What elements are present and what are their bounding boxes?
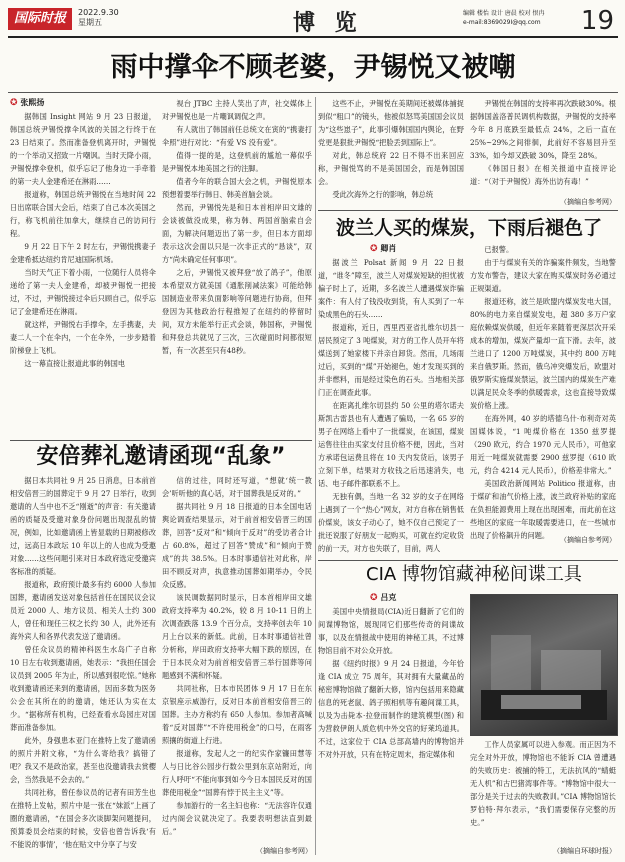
paragraph: 参加游行的一名主妇也称：“无法容许仅通过内阁会议就决定了。我要表明想法直到最后。” — [162, 801, 312, 836]
paragraph: 报道称，发起人之一的纪实作家镰田慧等人与日比谷公园步行数公里到东京站附近，向行人呼吁“不能向事到如今今日本国民反对的国葬使用税金”“国葬有悖于民主主义”等。 — [162, 749, 312, 797]
paragraph: 报道称，政府预计最多有约 6000 人参加国葬，邀请函发送对象包括首任在国民议会议员近 2000 人、地方议员、相关人士约 300 人，曾任和现任三权之长约 30 人，此外还有海外宾人和各界代表发送了邀请函。 — [10, 580, 156, 641]
article4-credit: （摘编自环球时报） — [553, 847, 616, 855]
paragraph: 视台 JTBC 主持人笑出了声，社交媒体上对尹锡悦也是一片嘲讽调侃之声。 — [162, 99, 312, 121]
article1-column-3 — [318, 97, 464, 207]
paragraph: 这些不止，尹锡悦在美期间还被媒体捕捉到似“粗口”的镜头，他被似怒骂美国国会议员为“这些崽子”，此事引爆韩国国内舆论，在野党更是狠批尹锡悦“把脸丢到国际上”。 — [318, 99, 464, 147]
photo-illustration — [471, 595, 617, 735]
article4-byline — [370, 592, 396, 603]
paragraph: 工作人员家属可以进入参观。而正因为不完全对外开放，博物馆也不能诉 CIA 曾遭遇的失败历史：被捕的特工，无法抗风的“蜻蜓无人机”和古巴猪湾事件等。“博物馆中很大一部分是关于过去的失败教训。”CIA 博物馆馆长罗伯特·拜尔表示，“我们需要保存完整的历史。” — [470, 740, 616, 827]
article2-headline: 波兰人买的煤炭，下雨后褪色了 — [336, 217, 603, 239]
article3-top-rule — [10, 440, 312, 441]
paragraph: 值得一提的是，这登机前的尴尬一幕似乎是尹锡悦本地美国之行的注脚。 — [162, 151, 312, 173]
paragraph: 美国中央情报局(CIA)近日翻新了它们的间谍博物馆，展现同它们那些传奇的间谍故事，以及在情报战中使用的神秘工具，不过博物馆目前不对公众开放。 — [318, 607, 464, 655]
article1-column-2 — [162, 97, 312, 438]
paragraph: 据波兰 Polsat 新闻 9 月 22 日报道，“谁冬”障至，波兰人对煤炭短缺的担忧被偏子时上了，近期，多名波兰人遭遇煤炭诈骗案件：有人付了钱没收到货，有人买到了一车染成黑色的石头…… — [318, 258, 464, 319]
paragraph: 9 月 22 日下午 2 时左右，尹锡悦携妻子金建希抵达纽约肯尼迪国际机场。 — [10, 242, 156, 264]
paragraph: 就这样，尹锡悦右手撑伞，左手携妻，夫妻二人一个在伞内，一个在伞外，一步步踏着阶梯登上飞机。 — [10, 320, 156, 355]
article1-credit: （摘编自参考网） — [560, 198, 616, 206]
paragraph: 已报警。 — [484, 245, 514, 254]
paragraph: 这一幕直接让报道此事的韩国电 — [24, 359, 126, 368]
paragraph: 尹锡悦在韩国的支持率再次跌破30%。根据韩国盖洛普民调机构数据，尹锡悦的支持率今年 8 月底跌至最低点 24%，之后一直在 25%~29%之间徘徊，此前好不容易回升至 33%，如今却又跌破 30%，降至 28%。 — [470, 99, 616, 160]
article2-byline — [370, 243, 396, 254]
article2-credit: （摘编自参考网） — [560, 536, 616, 544]
paragraph: 美国政治新闻网站 Politico 报道称，由于煤矿和油气价格上涨，波兰政府补贴的家庭在负担能源费用上现在出现困难，而此前在这些地区的家庭一年取暖需要进口，在一些城市出现了价格飙升的问题。 — [470, 479, 616, 540]
paragraph: 在距离扎维尔切县约 50 公里的塔尔诺夫斯凯古雷县也有人遭遇了骗局，一名 65 岁的男子在网络上看中了一批煤炭，在该国，煤炭运售往往由买家支付且价格不便，因此，当对方承诺包运费且将在 10 天内发货后，该男子立刻下单，结果对方收钱之后迅速消失，电话、电子邮件都联系不上。 — [318, 401, 464, 488]
article3-credit: （摘编自参考网） — [256, 847, 312, 855]
paragraph: 受此次海外之行的影响，韩总统 — [332, 190, 434, 199]
paragraph: 然而，尹锡悦先是和日本首相岸田文雄的会谈被做没成果，称为韩、两国首脑索自会面，为解决问题迈出了第一步，但日本方面却表示这次会面以只是一次非正式的“恳谈”，双方“尚未确定任何事项”。 — [162, 203, 312, 264]
paragraph: 据日本共同社 9 月 25 日消息，日本前首相安倍晋三的国葬定于 9 月 27 日举行，收到邀请的人当中也不乏“刚逝”的声音：有关邀请函的质疑及受邀对象身份问题出现混乱的情况，例如，比如邀请函上皆显载的日期被修改过，远高日本政坛 10 年以上的人也成为受邀对象……这些问题引来对日本政府选定受邀宾客标准的质疑。 — [10, 476, 156, 576]
paragraph: 曾任众议员的精神科医生水岛广子自称 10 日左右收到邀请函，她表示：“我担任国会议员到 2005 年为止，所以感到很吃惊。”她称收到邀请函还来到的邀请函，因而多数为医务公会在其所在的的邀请，她还认为实在太少。“据称所有机构，已经查看水岛园庄对国葬而准备参加。 — [10, 645, 156, 732]
byline-author: 吕克 — [380, 593, 397, 602]
paragraph: 当时天气正下着小雨，一位随行人员将伞递给了第一夫人金建希，却被尹锡悦一把接过，不过，尹锡悦接过伞后只顾自己，似乎忘记了金建希还在淋雨。 — [10, 268, 156, 316]
paragraph: 之后，尹锡悦又被拜登“放了鸽子”，他原本希望双方就美国《通胀削减法案》可能给韩国制造业带来负面影响等问题进行协商，但拜登因为其他政治行程推短了在纽约的停留时间，双方未能举行正式会谈，韩国称，尹锡悦和拜登总共就见了三次，三次碰面时间都很短暂，有一次甚至只有48秒。 — [162, 268, 312, 355]
headline-rule — [8, 92, 618, 93]
paragraph: 在海外网，40 岁的塔德乌什·布利奇对英国媒体说，“1 吨煤价格在 1350 兹罗提（290 欧元，约合 1970 元人民币），可他家用近一吨煤炭就需要 2900 兹罗提（610 欧元，约合 4214 元人民币），价格差非常大。” — [470, 414, 616, 475]
article4-top-rule — [318, 560, 618, 561]
page-number: 19 — [580, 6, 614, 36]
date-text: 2022.9.30 — [78, 8, 119, 17]
star-icon: ✪ — [10, 98, 18, 108]
article3-headline: 安倍葬礼邀请函现“乱象” — [36, 444, 286, 469]
article1-column-4 — [470, 97, 616, 197]
paragraph: 无独有偶，当地一名 32 岁的女子在网络上遇到了一个“热心”网友，对方自称在销售低价煤炭，该女子动心了，她不仅自己预定了一批还说服了好朋友一起购买，可就在约定收货的前一天，对方也失联了，目前，两人 — [318, 492, 464, 553]
editors-line: 编辑 楼怡 设计 唐晨 校对 恨冉 — [463, 10, 545, 17]
column-divider — [315, 97, 316, 855]
weekday-text: 星期五 — [78, 18, 102, 27]
article2-top-rule — [318, 210, 618, 211]
star-icon: ✪ — [370, 244, 378, 254]
paragraph: 此外，身强患本亚门在推特上发了邀请函的照片并附文称，“为什么寄给我？搞错了吧？我又不是政治家，甚至也没邀请我去赏樱会，当然我是不会去的。” — [10, 736, 156, 784]
paragraph: 该民调数据同时显示，日本首相岸田文雄政府支持率为 40.2%，较 8 月 10-11 日的上次调查跌落 13.9 个百分点，支持率创去年 10 月上台以来的新低。此前，日本时事通信社曾分析称，岸田政府支持率大幅下跌的原因，在于日本民众对为前首相安倍晋三举行国葬等问题感到不满和怀疑。 — [162, 593, 312, 680]
article3-column-2 — [162, 474, 312, 844]
article3-column-1 — [10, 474, 156, 856]
paragraph: 共同社称，日本市民团体 9 月 17 日在东京银座示威游行，反对日本前首相安倍晋三的国葬。主办方称约有 650 人参加。参加者高喊着“反对国葬”“不许使用税金”的口号，在雨客照攘的街道上行进。 — [162, 684, 312, 745]
article4-column-2 — [470, 738, 616, 844]
article4-headline: CIA 博物馆藏神秘间谍工具 — [366, 564, 582, 585]
paragraph: 信的过往，同时还写道，“想就‘统一教会’听听他的真心话，对于国葬我是反对的。” — [162, 476, 312, 498]
article4-column-1 — [318, 605, 464, 857]
paragraph: 报道称，韩国总统尹锡悦在当地时间 22 日出席联合国大会后，结束了自己本次美国之行，称飞机前往加拿大，继续自己的访问行程。 — [10, 190, 156, 238]
paragraph: 《韩国日报》在相关报道中直接评论道：“（对于尹锡悦）海外出访有毒！” — [470, 164, 616, 186]
newspaper-logo: 国际时报 — [8, 8, 72, 30]
cia-museum-photo — [470, 594, 618, 736]
paragraph: 共同社称，曾任参议员的记者有田芳生也在推特上发帖，照片中是一张在“妹派”上画了圈的邀请函，“在国会多次谈脚架问题提问，预算委员会结束的时候，安倍也曾告诉我‘有不能说的事情’，‘他在贴文中分享了与安 — [10, 788, 156, 849]
paragraph: 报道称，近日，西里西亚省扎维尔切县一居民预定了 3 吨煤炭，对方的工作人员开车将煤送到了她家楼下并亲自卸货。然而，几场雨过后，买到的“煤”开始褪色，她才发现买到的并非燃料，而是经过染色的石头。当地相关部门正在调查此事。 — [318, 323, 464, 397]
masthead — [8, 6, 618, 44]
article2-column-1 — [318, 256, 464, 553]
issue-date — [78, 8, 119, 28]
paragraph: 有人就出了韩国前任总统文在寅的“携妻打伞照”进行对比：“有爱 VS 没有爱”。 — [162, 125, 312, 147]
star-icon: ✪ — [370, 593, 378, 603]
article1-column-1 — [10, 110, 156, 438]
article1-byline — [10, 97, 44, 108]
byline-author: 张熙扬 — [20, 98, 45, 107]
email-line: e-mail:8369029I@qq.com — [463, 19, 541, 26]
paragraph: 据《纽约时报》9 月 24 日报道，今年恰逢 CIA 成立 75 周年，其对拥有大量藏品的秘密博物馆做了翻新大修，馆内包括用来隐藏信息的死老鼠、鸽子照相机等有趣间谍工具，以及为击毙本·拉登而制作的建筑模型(图) 和为营救伊朗人质危机中外交官的好莱坞道具。不过，这家位于 CIA 总部高墙内的博物馆并不对外开放，只有在特定周末，指定媒体和 — [318, 659, 464, 759]
paragraph: 对此，韩总统府 22 日不得不出来回应称，尹锡悦骂的不是美国国会，而是韩国国会。 — [318, 151, 464, 186]
article1-headline: 雨中撑伞不顾老婆，尹锡悦又被嘲 — [110, 52, 516, 83]
editor-credits — [463, 9, 588, 27]
paragraph: 由于与煤炭有关的诈骗案件频发，当地警方发布警告，建议大家在购买煤炭时务必通过正规渠道。 — [470, 258, 616, 293]
section-title: 博 览 — [293, 10, 363, 36]
paragraph: 值者今年的联合国大会之机，尹锡悦原本预想着要举行韩日、韩美首脑会谈。 — [162, 177, 312, 199]
masthead-rule — [8, 36, 618, 38]
byline-author: 卿肖 — [380, 244, 397, 253]
paragraph: 报道还称，波兰是欧盟内煤炭发电大国，80%的电力来自煤炭发电，超 380 多万户家庭依赖煤炭供暖，但近年来随着更深层次开采成本的增加，煤炭产量却一直下滑。去年，波兰进口了 1200 万吨煤炭，其中约 800 万吨来自俄罗斯。然而，俄乌冲突爆发后，欧盟对俄罗斯实施煤炭禁运，波兰国内的煤炭生产难以满足民众冬季的供暖需求，这也直接导致煤炭价格上涨。 — [470, 297, 616, 410]
paragraph: 据共同社 9 月 18 日报道的日本全国电话舆论调查结果显示，对于前首相安倍晋三的国葬，回答“反对”和“倾向于反对”的受访者合计占 60.8%，超过了回答“赞成”和“倾向于赞成”的共 38.5%。日本时事通信社对此称，岸田不顾反对声，执意推动国葬如期举办，令民众反感。 — [162, 502, 312, 589]
paragraph: 据韩国 Insight 网站 9 月 23 日报道，韩国总统尹锡悦撑伞风波的关国之行终于在 23 日结束了。然而准备登机离开时，尹锡悦的一个举动又招致一片嘲讽。当时天降小雨，尹锡悦撑伞登机，似乎忘记了他身边一手牵着的第一夫人金建希还在淋雨…… — [10, 112, 156, 186]
